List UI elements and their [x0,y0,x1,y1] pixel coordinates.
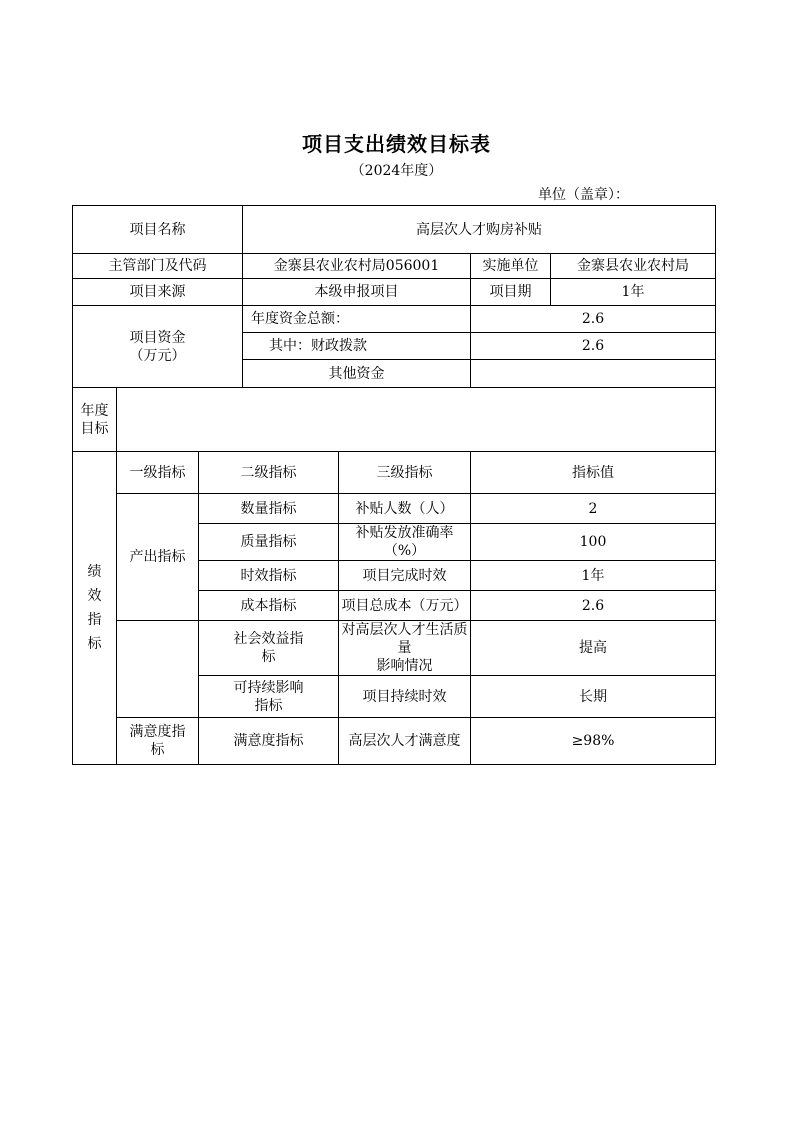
level3-cell: 补贴发放准确率（%） [339,524,471,561]
level3-cell: 项目总成本（万元） [339,591,471,621]
effect-indicator-label [117,621,199,718]
funds-other-value [471,360,716,388]
impl-value: 金寨县农业农村局 [551,254,716,279]
funds-other-label: 其他资金 [243,360,471,388]
level2-cell: 可持续影响 指标 [199,676,339,718]
value-cell: 长期 [471,676,716,718]
level2-cell: 社会效益指 标 [199,621,339,676]
level3-cell: 项目持续时效 [339,676,471,718]
value-cell: 提高 [471,621,716,676]
value-cell: 2.6 [471,591,716,621]
level3-cell: 补贴人数（人） [339,494,471,524]
output-indicator-label: 产出指标 [117,494,199,621]
project-name-label: 项目名称 [73,206,243,254]
table-row [73,206,716,254]
header-value: 指标值 [471,452,716,494]
impl-label: 实施单位 [471,254,551,279]
table-row [73,388,716,452]
annual-goal-label: 年度 目标 [73,388,117,452]
table-row [73,452,716,494]
funds-fiscal-label: 其中：财政拨款 [243,333,471,360]
level3-cell: 高层次人才满意度 [339,718,471,765]
level3-cell: 项目完成时效 [339,561,471,591]
dept-value: 金寨县农业农村局056001 [243,254,471,279]
dept-label: 主管部门及代码 [73,254,243,279]
source-label: 项目来源 [73,279,243,306]
funds-label: 项目资金 （万元） [73,306,243,388]
value-cell: 1年 [471,561,716,591]
header-level3: 三级指标 [339,452,471,494]
funds-total-label: 年度资金总额： [243,306,471,333]
level2-cell: 时效指标 [199,561,339,591]
project-name-value: 高层次人才购房补贴 [243,206,716,254]
header-level2: 二级指标 [199,452,339,494]
period-value: 1年 [551,279,716,306]
table-row [73,718,716,765]
header-level1: 一级指标 [117,452,199,494]
level2-cell: 质量指标 [199,524,339,561]
annual-goal-content [117,388,716,452]
value-cell: 2 [471,494,716,524]
level2-cell: 成本指标 [199,591,339,621]
funds-fiscal-value: 2.6 [471,333,716,360]
performance-label: 绩 效 指 标 [73,452,117,765]
level3-cell: 对高层次人才生活质量 影响情况 [339,621,471,676]
table-row [73,306,716,333]
table-row [73,254,716,279]
performance-goal-table [72,205,716,765]
table-row [73,621,716,676]
year-subtitle: （2024年度） [350,163,443,179]
satisfaction-indicator-label: 满意度指 标 [117,718,199,765]
table-row [73,279,716,306]
table-row [73,494,716,524]
level2-cell: 数量指标 [199,494,339,524]
unit-seal-label: 单位（盖章）： [538,187,629,203]
page-title: 项目支出绩效目标表 [302,132,491,156]
value-cell: 100 [471,524,716,561]
source-value: 本级申报项目 [243,279,471,306]
level2-cell: 满意度指标 [199,718,339,765]
period-label: 项目期 [471,279,551,306]
funds-total-value: 2.6 [471,306,716,333]
value-cell: ≥98% [471,718,716,765]
